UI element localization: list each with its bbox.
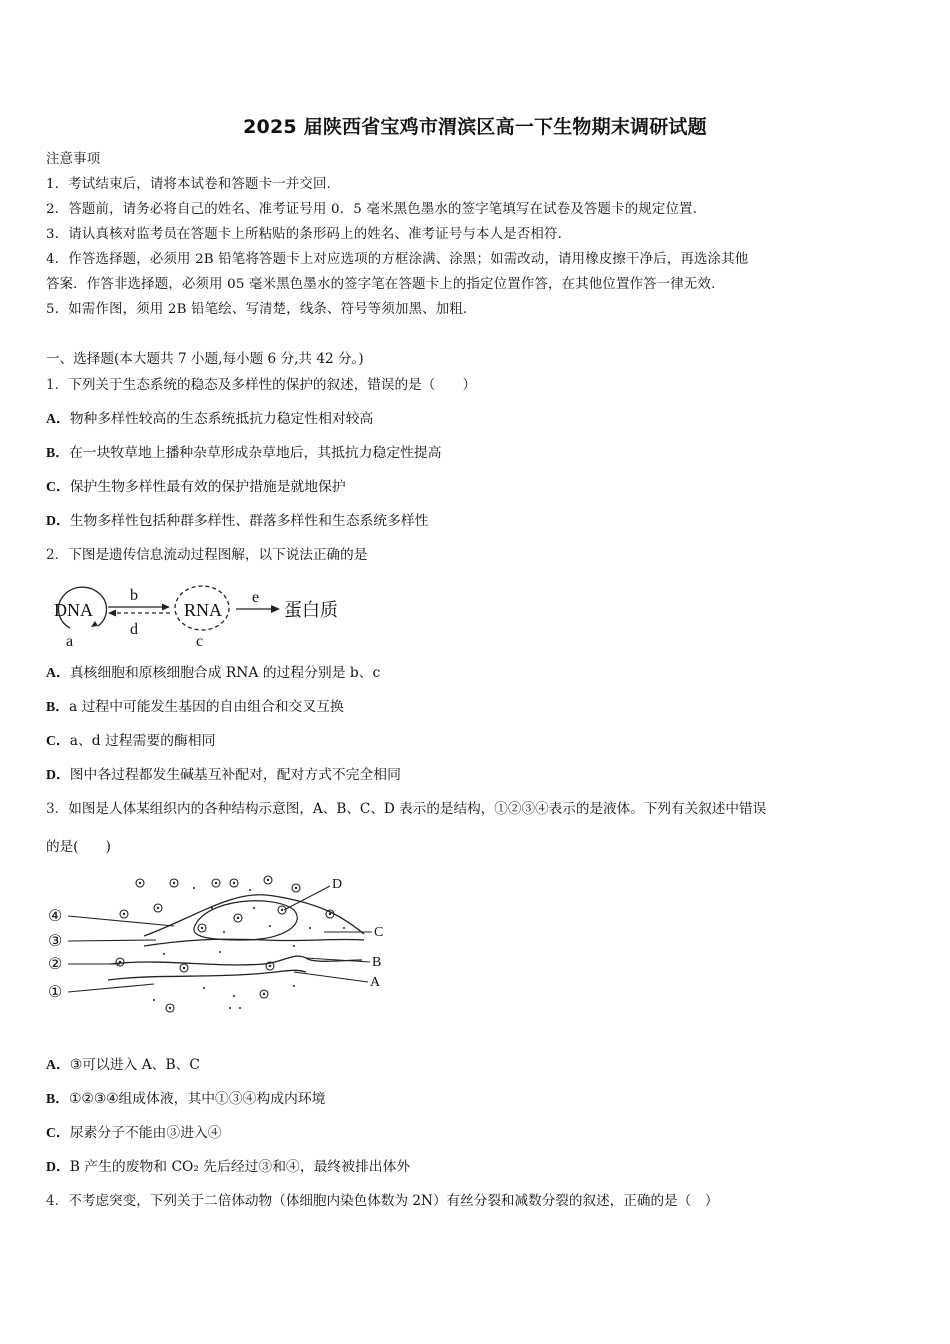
option-label: A．	[46, 1057, 70, 1072]
label-2: ②	[48, 956, 63, 973]
q2-option-c	[46, 731, 215, 751]
lymph-capillary	[144, 895, 364, 946]
option-label: D．	[46, 513, 70, 528]
option-text: 在一块牧草地上播种杂草形成杂草地后，其抵抗力稳定性提高	[69, 445, 442, 461]
question-4	[46, 1191, 718, 1211]
option-text: B 产生的废物和 CO₂ 先后经过③和④，最终被排出体外	[69, 1159, 411, 1175]
q3-option-b	[46, 1089, 325, 1109]
option-label: B．	[46, 699, 69, 714]
notice-item: 3．请认真核对监考员在答题卡上所粘贴的条形码上的姓名、准考证号与本人是否相符.	[46, 227, 563, 242]
question-stem: 下列关于生态系统的稳态及多样性的保护的叙述，错误的是（ ）	[68, 377, 477, 393]
question-number: 2．	[46, 547, 69, 563]
genetic-info-flow-diagram	[44, 576, 364, 652]
option-text: 物种多样性较高的生态系统抵抗力稳定性相对较高	[69, 411, 374, 427]
question-number: 4．	[46, 1193, 69, 1209]
protein-label: 蛋白质	[284, 600, 338, 621]
q2-option-d	[46, 765, 401, 785]
section-heading: 一、选择题(本大题共 7 小题,每小题 6 分,共 42 分。)	[46, 351, 364, 367]
option-text: 尿素分子不能由③进入④	[69, 1125, 222, 1141]
arrowhead	[91, 621, 98, 627]
label-3: ③	[48, 933, 63, 950]
option-text: a、d 过程需要的酶相同	[69, 733, 216, 749]
label-b: b	[130, 587, 138, 604]
option-text: a 过程中可能发生基因的自由组合和交叉互换	[69, 699, 344, 715]
question-stem: 如图是人体某组织内的各种结构示意图，A、B、C、D 表示的是结构，①②③④表示的是液体。下列有关叙述中错误	[68, 801, 767, 817]
option-label: B．	[46, 1091, 69, 1106]
option-label: A．	[46, 665, 70, 680]
notice-item: 4．作答选择题，必须用 2B 铅笔将答题卡上对应选项的方框涂满、涂黑；如需改动，请用橡皮擦干净后，再选涂其他	[46, 252, 749, 267]
label-a: a	[66, 633, 74, 650]
question-number: 1．	[46, 377, 69, 393]
q3-option-a	[46, 1055, 200, 1075]
question-3-cont: 的是( )	[46, 839, 111, 855]
q2-option-b	[46, 697, 344, 717]
q1-option-a	[46, 409, 373, 429]
tissue-cell	[194, 901, 297, 940]
option-label: A．	[46, 411, 70, 426]
q1-option-b	[46, 443, 442, 463]
label-1: ①	[48, 984, 63, 1001]
option-text: 保护生物多样性最有效的保护措施是就地保护	[69, 479, 346, 495]
label-A: A	[370, 975, 381, 990]
question-2	[46, 545, 367, 565]
q2-option-a	[46, 663, 380, 683]
option-label: B．	[46, 445, 69, 460]
question-1	[46, 375, 476, 395]
dna-label: DNA	[54, 600, 93, 620]
cells	[116, 876, 334, 1012]
option-label: D．	[46, 767, 70, 782]
option-text: 图中各过程都发生碱基互补配对，配对方式不完全相同	[69, 767, 401, 783]
label-c: c	[196, 633, 204, 650]
label-D: D	[332, 877, 343, 892]
option-text: 生物多样性包括种群多样性、群落多样性和生态系统多样性	[69, 513, 429, 529]
page-title: 2025 届陕西省宝鸡市渭滨区高一下生物期末调研试题	[243, 116, 707, 138]
arrowhead	[108, 610, 116, 617]
label-B: B	[372, 955, 382, 970]
question-stem: 下图是遗传信息流动过程图解，以下说法正确的是	[68, 547, 368, 563]
label-d: d	[130, 621, 138, 638]
notice-item: 1．考试结束后，请将本试卷和答题卡一并交回.	[46, 177, 331, 192]
arrowhead	[162, 604, 170, 611]
arrowhead	[271, 605, 280, 613]
notice-item: 5．如需作图，须用 2B 铅笔绘、写清楚，线条、符号等须加黑、加粗.	[46, 302, 468, 317]
notice-item: 答案．作答非选择题，必须用 05 毫米黑色墨水的签字笔在答题卡上的指定位置作答，在其他位置作答一律无效.	[46, 277, 716, 292]
notice-item: 2．答题前，请务必将自己的姓名、准考证号用 0．5 毫米黑色墨水的签字笔填写在试卷及答题卡的规定位置.	[46, 202, 698, 217]
option-label: C．	[46, 1125, 70, 1140]
label-e: e	[252, 589, 260, 606]
q1-option-c	[46, 477, 346, 497]
q1-option-d	[46, 511, 428, 531]
q3-option-d	[46, 1157, 410, 1177]
question-3	[46, 799, 766, 819]
label-C: C	[374, 925, 384, 940]
question-stem: 不考虑突变，下列关于二倍体动物（体细胞内染色体数为 2N）有丝分裂和减数分裂的叙述，正确的是（ ）	[68, 1193, 719, 1209]
option-text: ③可以进入 A、B、C	[69, 1057, 200, 1073]
q3-option-c	[46, 1123, 222, 1143]
question-number: 3．	[46, 801, 69, 817]
cell-nuclei	[119, 879, 345, 1009]
notice-heading: 注意事项	[46, 152, 101, 167]
label-4: ④	[48, 908, 63, 925]
option-label: C．	[46, 479, 70, 494]
option-text: ①②③④组成体液，其中①③④构成内环境	[69, 1091, 326, 1107]
option-text: 真核细胞和原核细胞合成 RNA 的过程分别是 b、c	[69, 665, 381, 681]
rna-label: RNA	[184, 600, 223, 620]
option-label: D．	[46, 1159, 70, 1174]
option-label: C．	[46, 733, 70, 748]
tissue-structure-diagram	[44, 868, 394, 1018]
